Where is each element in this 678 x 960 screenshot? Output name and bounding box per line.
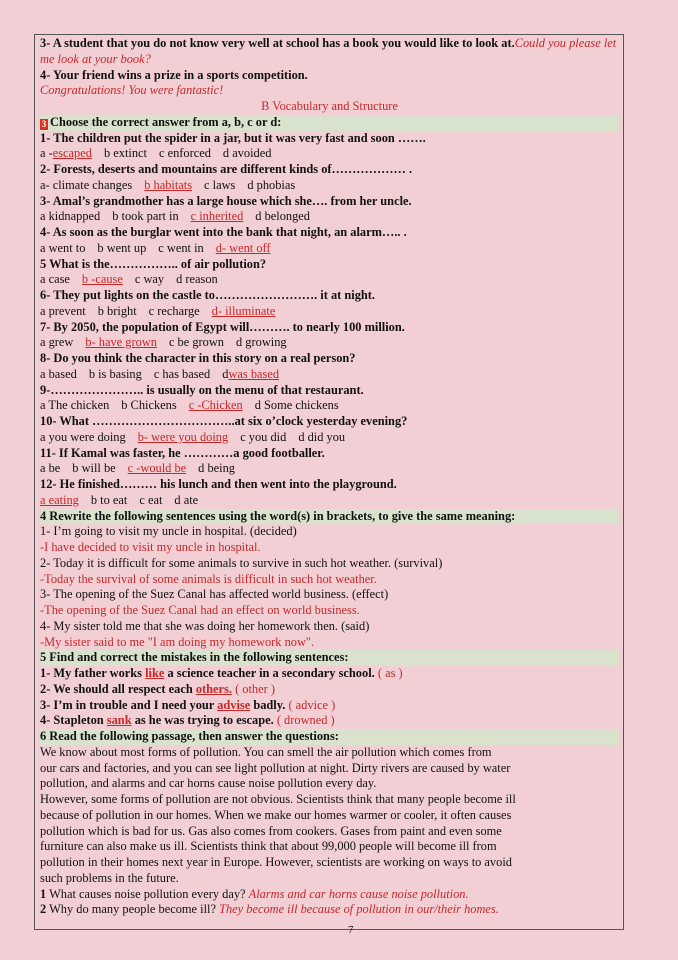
mcq-question: 11- If Kamal was faster, he …………a good footballer. bbox=[40, 445, 325, 460]
mcq-correct-answer: d- went off bbox=[215, 240, 271, 255]
mcq-option: c laws bbox=[204, 177, 236, 192]
mcq-option: d being bbox=[198, 461, 235, 476]
mcq-option: b is basing bbox=[88, 366, 142, 381]
question-answer: Alarms and car horns cause noise pollution. bbox=[248, 886, 469, 901]
mcq-question: 5 What is the…………….. of air pollution? bbox=[40, 256, 267, 271]
rewrite-answer: -The opening of the Suez Canal had an effect on world business. bbox=[40, 603, 360, 617]
mcq-option: c went in bbox=[158, 240, 204, 255]
passage-line: such problems in the future. bbox=[40, 870, 179, 885]
rewrite-heading: 4 Rewrite the following sentences using the word(s) in brackets, to give the same meaning: bbox=[40, 509, 619, 525]
mcq-correct-answer: a eating bbox=[40, 492, 79, 507]
mcq-question: 1- The children put the spider in a jar, but it was very fast and soon ……. bbox=[40, 130, 426, 145]
question-number: 1 bbox=[40, 886, 47, 901]
reading-heading: 6 Read the following passage, then answer the questions: bbox=[40, 729, 619, 745]
mcq-question: 10- What ……………………………..at six o’clock yesterday evening? bbox=[40, 414, 408, 428]
mcq-option: a grew bbox=[40, 335, 74, 350]
mcq-option: a - bbox=[40, 146, 53, 161]
mistake-sentence bbox=[40, 682, 619, 698]
mcq-option: a The chicken bbox=[40, 398, 110, 413]
mistake-correction: ( advice ) bbox=[288, 697, 336, 712]
mistake-text: 3- I’m in trouble and I need your bbox=[40, 697, 218, 712]
mistake-error-word: like bbox=[145, 666, 165, 680]
mcq-options bbox=[40, 335, 619, 351]
mcq-question: 7- By 2050, the population of Egypt will………. to nearly 100 million. bbox=[40, 319, 405, 334]
mcq-correct-answer: was based bbox=[228, 366, 280, 381]
mcq-option: c be grown bbox=[168, 335, 225, 350]
mcq-option: b will be bbox=[72, 461, 116, 476]
mcq-option: c recharge bbox=[148, 303, 200, 318]
reading-passage bbox=[40, 745, 619, 887]
rewrite-question: 4- My sister told me that she was doing her homework then. (said) bbox=[40, 618, 370, 633]
mcq-options bbox=[40, 430, 619, 446]
rewrite-answer: -I have decided to visit my uncle in hospital. bbox=[40, 540, 261, 554]
mcq-options bbox=[40, 398, 619, 414]
mcq-option: d bbox=[222, 366, 229, 381]
mistake-correction: ( drowned ) bbox=[276, 713, 335, 728]
passage-line: However, some forms of pollution are not obvious. Scientists think that many people become ill bbox=[40, 792, 516, 806]
page-number: 7 bbox=[348, 924, 354, 936]
mcq-option: a case bbox=[40, 272, 70, 287]
mistake-correction: ( as ) bbox=[377, 666, 403, 680]
mcq-option: d Some chickens bbox=[254, 398, 339, 413]
rewrite-question: 3- The opening of the Suez Canal has affected world business. (effect) bbox=[40, 587, 389, 602]
mistakes-list bbox=[40, 666, 619, 729]
mcq-option: d avoided bbox=[222, 146, 272, 161]
mcq-option: b took part in bbox=[112, 209, 179, 224]
mcq-option: c eat bbox=[139, 492, 163, 507]
mcq-option: d ate bbox=[174, 492, 199, 507]
mcq-option: a based bbox=[40, 366, 77, 381]
mcq-options bbox=[40, 304, 619, 320]
mcq-correct-answer: b- were you doing bbox=[137, 429, 229, 444]
mistake-text: 1- My father works bbox=[40, 666, 146, 680]
mcq-options bbox=[40, 146, 619, 162]
passage-line: pollution in their homes next year in Europe. However, scientists are working on ways to avoid bbox=[40, 855, 512, 869]
mcq-option: d phobias bbox=[247, 177, 296, 192]
mistake-text: 2- We should all respect each bbox=[40, 681, 196, 696]
rewrite-answer: -My sister said to me "I am doing my homework now". bbox=[40, 634, 315, 649]
question-text: What causes noise pollution every day? bbox=[46, 886, 249, 901]
mistake-correction: ( other ) bbox=[235, 681, 275, 696]
mistake-text: as he was trying to escape. bbox=[131, 713, 277, 728]
mcq-option: b bright bbox=[97, 303, 137, 318]
mcq-option: c enforced bbox=[158, 146, 211, 161]
dialogue-3-question: 3- A student that you do not know very well at school has a book you would like to look at. bbox=[40, 36, 515, 50]
mcq-correct-answer: d- illuminate bbox=[211, 303, 276, 318]
rewrite-question: 1- I’m going to visit my uncle in hospital. (decided) bbox=[40, 524, 297, 539]
section-b-title: B Vocabulary and Structure bbox=[261, 99, 398, 113]
worksheet-page bbox=[34, 34, 624, 930]
mcq-correct-answer: c -Chicken bbox=[188, 398, 243, 413]
dialogue-4-question: 4- Your friend wins a prize in a sports competition. bbox=[40, 67, 308, 82]
mcq-correct-answer: escaped bbox=[52, 146, 92, 161]
mcq-question: 4- As soon as the burglar went into the bank that night, an alarm….. . bbox=[40, 225, 407, 239]
mcq-options bbox=[40, 461, 619, 477]
mcq-option: d growing bbox=[236, 335, 287, 350]
mcq-options bbox=[40, 178, 619, 194]
mcq-options bbox=[40, 272, 619, 288]
question-text: Why do many people become ill? bbox=[46, 902, 220, 917]
mcq-option: d belonged bbox=[255, 209, 310, 224]
mcq-option: a you were doing bbox=[40, 429, 126, 444]
mistake-sentence bbox=[40, 666, 619, 682]
mcq-correct-answer: b- have grown bbox=[85, 335, 157, 350]
mcq-option: a- climate changes bbox=[40, 177, 133, 192]
mcq-options bbox=[40, 241, 619, 257]
passage-line: pollution, and alarms and car horns cause noise pollution every day. bbox=[40, 776, 377, 791]
mistake-text: 4- Stapleton bbox=[40, 713, 107, 728]
mcq-options bbox=[40, 367, 619, 383]
passage-line: our cars and factories, and you can see light pollution at night. Dirty rivers are caused by water bbox=[40, 760, 511, 775]
mcq-option: b to eat bbox=[90, 492, 128, 507]
mcq-option: c you did bbox=[240, 429, 287, 444]
mistake-error-word: sank bbox=[106, 713, 132, 728]
mcq-question: 2- Forests, deserts and mountains are different kinds of……………… . bbox=[40, 162, 413, 176]
mistake-text: badly. bbox=[250, 697, 289, 712]
mcq-correct-answer: c inherited bbox=[190, 209, 244, 224]
mcq-correct-answer: b habitats bbox=[144, 177, 193, 192]
mcq-options bbox=[40, 493, 619, 509]
mcq-question: 6- They put lights on the castle to……………………. it at night. bbox=[40, 288, 376, 302]
mcq-option: c way bbox=[134, 272, 165, 287]
dialogue-3-answer: Could you please let me look at your book? bbox=[40, 36, 617, 66]
mcq-option: d reason bbox=[176, 272, 218, 287]
rewrite-answer: -Today the survival of some animals is difficult in such hot weather. bbox=[40, 571, 377, 586]
reading-question bbox=[40, 902, 619, 918]
rewrite-question: 2- Today it is difficult for some animals to survive in such hot weather. (survival) bbox=[40, 555, 443, 570]
mcq-option: a be bbox=[40, 461, 61, 476]
mcq-correct-answer: c -would be bbox=[127, 461, 187, 476]
mcq-option: b extinct bbox=[103, 146, 147, 161]
mcq-question: 3- Amal’s grandmother has a large house which she…. from her uncle. bbox=[40, 193, 412, 208]
mcq-question: 9-………………….. is usually on the menu of that restaurant. bbox=[40, 382, 364, 397]
mcq-question: 8- Do you think the character in this story on a real person? bbox=[40, 351, 356, 365]
reading-questions bbox=[40, 887, 619, 919]
question-number: 2 bbox=[40, 902, 47, 917]
mcq-option: d did you bbox=[298, 429, 346, 444]
passage-line: because of pollution in our homes. When we make our homes warmer or cooler, it often causes bbox=[40, 807, 512, 822]
mcq-option: a went to bbox=[40, 240, 86, 255]
mcq-options bbox=[40, 209, 619, 225]
mcq-option: a kidnapped bbox=[40, 209, 101, 224]
mcq-option: c has based bbox=[153, 366, 211, 381]
mcq-correct-answer: b -cause bbox=[81, 272, 123, 287]
mcq-option: a prevent bbox=[40, 303, 86, 318]
mistakes-heading: 5 Find and correct the mistakes in the following sentences: bbox=[40, 650, 619, 666]
dialogue-3 bbox=[40, 36, 619, 68]
mcq-option: b went up bbox=[97, 240, 147, 255]
passage-line: pollution which is bad for us. Gas also comes from cookers. Gases from paint and even some bbox=[40, 823, 502, 838]
mcq-list bbox=[40, 131, 619, 509]
mistake-error-word: advise bbox=[217, 697, 251, 712]
mistake-sentence bbox=[40, 713, 619, 729]
mistake-error-word: others. bbox=[195, 681, 232, 696]
reading-question bbox=[40, 887, 619, 903]
passage-line: We know about most forms of pollution. You can smell the air pollution which comes from bbox=[40, 744, 492, 759]
section-number-badge: 3 bbox=[41, 118, 47, 129]
passage-line: furniture can also make us ill. Scientists think that about 99,000 people will become ill from bbox=[40, 839, 497, 854]
rewrite-list bbox=[40, 524, 619, 650]
dialogue-4-answer: Congratulations! You were fantastic! bbox=[40, 83, 224, 98]
mistake-text: a science teacher in a secondary school. bbox=[164, 666, 378, 680]
mcq-heading bbox=[40, 115, 619, 131]
mistake-sentence bbox=[40, 698, 619, 714]
question-answer: They become ill because of pollution in our/their homes. bbox=[219, 902, 499, 917]
mcq-question: 12- He finished……… his lunch and then went into the playground. bbox=[40, 477, 397, 491]
mcq-instruction: Choose the correct answer from a, b, c or d: bbox=[50, 114, 282, 129]
mcq-option: b Chickens bbox=[121, 398, 177, 413]
